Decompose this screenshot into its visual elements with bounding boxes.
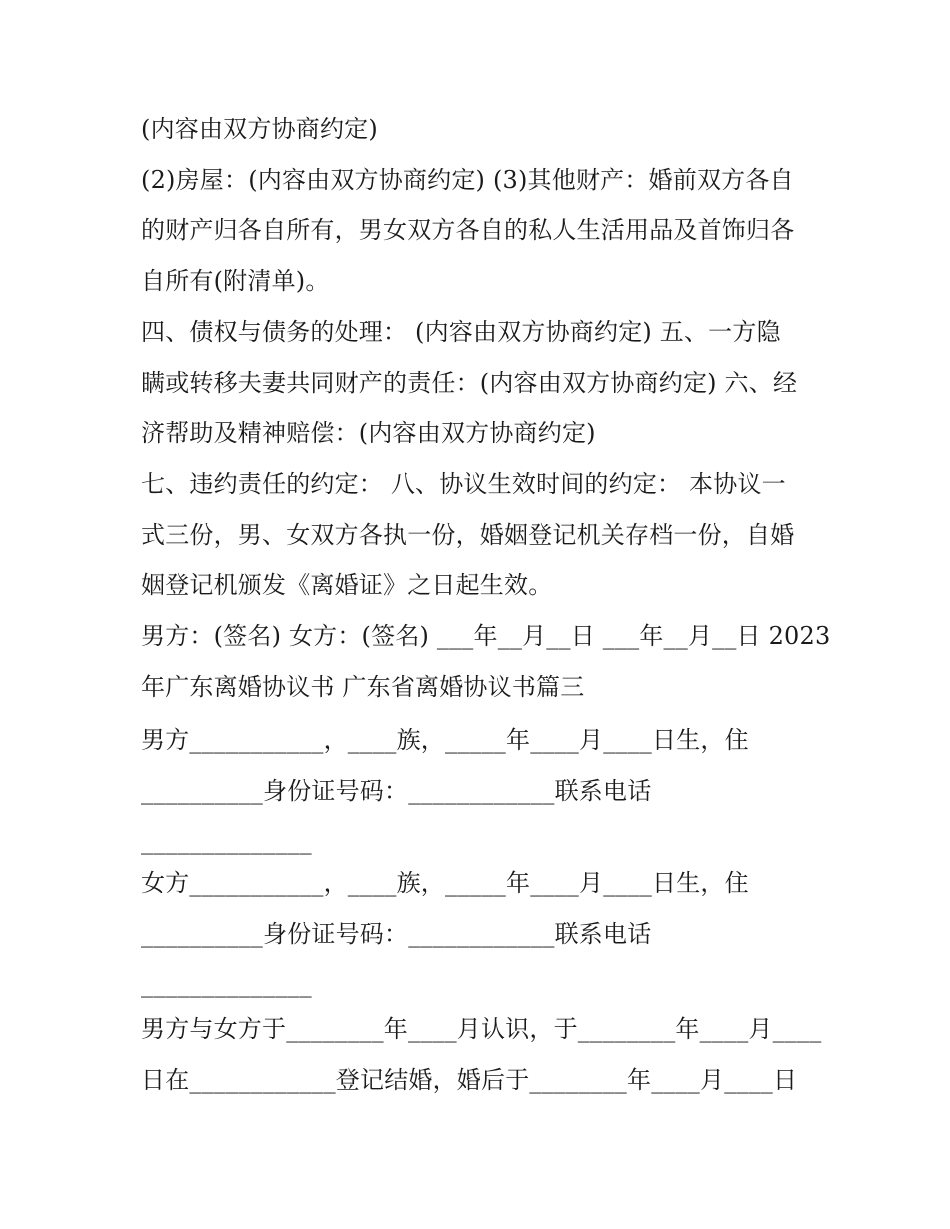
form-line-woman-info: 女方___________，____族，_____年____月____日生，住 (141, 869, 749, 897)
form-line-woman-phone: ______________ (141, 970, 312, 998)
text-line: 的财产归各自所有，男女双方各自的私人生活用品及首饰归各 (141, 216, 795, 244)
text-line: 济帮助及精神赔偿：(内容由双方协商约定) (141, 419, 596, 447)
text-line: 式三份，男、女双方各执一份，婚姻登记机关存档一份，自婚 (141, 521, 795, 549)
text-line: 自所有(附清单)。 (141, 267, 330, 295)
text-line: 七、违约责任的约定： 八、协议生效时间的约定： 本协议一 (141, 470, 786, 498)
form-line-man-id: __________身份证号码：____________联系电话 (141, 777, 652, 805)
form-line-acquaintance: 男方与女方于________年____月认识，于________年____月____ (141, 1015, 822, 1043)
signature-date-line: 男方：(签名) 女方：(签名) ___年__月__日 ___年__月__日 2023 (141, 622, 831, 650)
form-line-woman-id: __________身份证号码：____________联系电话 (141, 920, 652, 948)
text-line: (2)房屋：(内容由双方协商约定) (3)其他财产：婚前双方各自 (141, 166, 794, 194)
form-line-man-phone: ______________ (141, 827, 312, 855)
form-line-man-info: 男方___________，____族，_____年____月____日生，住 (141, 726, 749, 754)
form-line-marriage: 日在____________登记结婚，婚后于________年____月____日 (141, 1066, 798, 1094)
text-line: 瞒或转移夫妻共同财产的责任：(内容由双方协商约定) 六、经 (141, 369, 798, 397)
section-heading-line: 年广东离婚协议书 广东省离婚协议书篇三 (141, 673, 585, 701)
text-line: (内容由双方协商约定) (141, 115, 378, 143)
text-line: 姻登记机颁发《离婚证》之日起生效。 (141, 571, 553, 599)
text-line: 四、债权与债务的处理： (内容由双方协商约定) 五、一方隐 (141, 318, 781, 346)
